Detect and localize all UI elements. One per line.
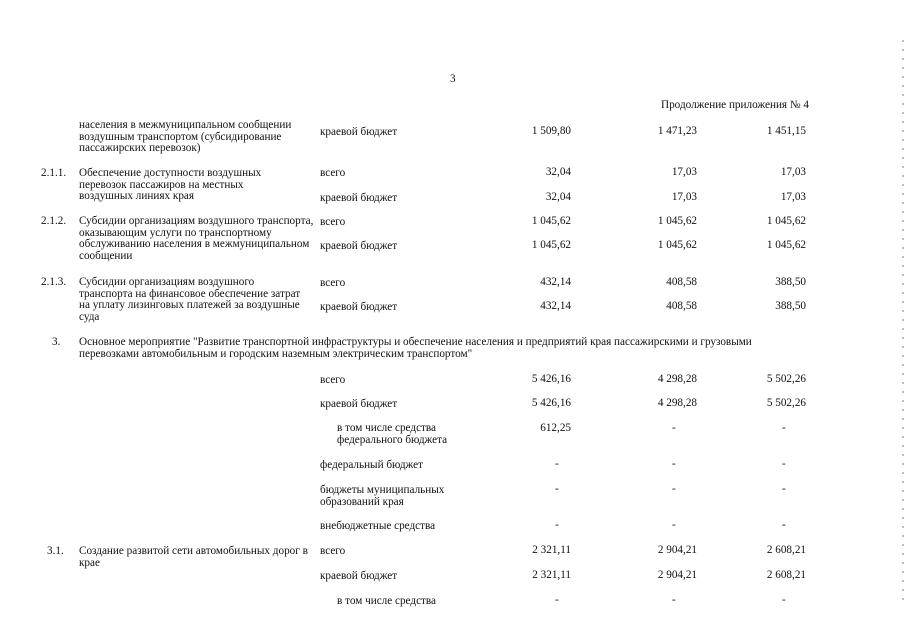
value-cell: 17,03	[780, 191, 806, 203]
funding-source: внебюджетные средства	[320, 520, 436, 532]
value-cell: 17,03	[671, 166, 697, 178]
value-cell: 2 321,11	[532, 544, 571, 556]
funding-source: всего	[320, 374, 346, 386]
row-description: Основное мероприятие "Развитие транспортной инфраструктуры и обеспечение населения и предприятий края пассажирскими и грузовыми перевозками автомобильным и городским наземным электрическим транспортом"	[79, 336, 752, 360]
value-cell: 1 045,62	[657, 215, 697, 227]
value-cell: -	[782, 594, 786, 606]
continuation-note: Продолжение приложения № 4	[661, 99, 809, 111]
value-cell: 32,04	[545, 191, 571, 203]
funding-source: краевой бюджет	[320, 570, 398, 582]
row-code: 2.1.1.	[41, 167, 67, 179]
value-cell: 5 426,16	[531, 397, 571, 409]
value-cell: 388,50	[775, 276, 806, 288]
value-cell: 32,04	[545, 166, 571, 178]
funding-source: всего	[320, 545, 346, 557]
value-cell: 432,14	[540, 276, 571, 288]
funding-source: краевой бюджет	[320, 398, 398, 410]
row-code: 2.1.2.	[41, 215, 67, 227]
value-cell: -	[672, 483, 676, 495]
row-code: 2.1.3.	[41, 276, 67, 288]
row-description: Создание развитой сети автомобильных дорог в крае	[79, 545, 308, 569]
value-cell: 17,03	[671, 191, 697, 203]
funding-source: всего	[320, 277, 346, 289]
value-cell: -	[555, 483, 559, 495]
funding-source: краевой бюджет	[320, 192, 398, 204]
value-cell: 1 045,62	[766, 215, 806, 227]
value-cell: 1 509,80	[531, 125, 571, 137]
value-cell: 388,50	[775, 300, 806, 312]
value-cell: 1 045,62	[531, 239, 571, 251]
value-cell: 2 904,21	[657, 569, 697, 581]
value-cell: 1 045,62	[531, 215, 571, 227]
value-cell: 2 608,21	[766, 544, 806, 556]
value-cell: 5 426,16	[531, 373, 571, 385]
value-cell: -	[555, 594, 559, 606]
funding-source: в том числе средства федерального бюджета	[337, 422, 448, 446]
value-cell: 4 298,28	[657, 397, 697, 409]
value-cell: 17,03	[780, 166, 806, 178]
value-cell: -	[672, 519, 676, 531]
value-cell: 612,25	[540, 422, 571, 434]
value-cell: 1 471,23	[657, 125, 697, 137]
value-cell: 5 502,26	[766, 397, 806, 409]
value-cell: -	[782, 483, 786, 495]
value-cell: 1 451,15	[766, 125, 806, 137]
row-code: 3.1.	[47, 545, 64, 557]
row-description: Обеспечение доступности воздушных перевозок пассажиров на местных воздушных линиях края	[79, 167, 262, 203]
value-cell: -	[555, 458, 559, 470]
page-number: 3	[450, 73, 456, 85]
value-cell: 2 321,11	[532, 569, 571, 581]
value-cell: -	[782, 458, 786, 470]
funding-source: всего	[320, 167, 346, 179]
funding-source: федеральный бюджет	[320, 459, 423, 471]
value-cell: -	[782, 519, 786, 531]
funding-source: в том числе средства	[337, 595, 437, 607]
value-cell: -	[782, 422, 786, 434]
value-cell: 432,14	[540, 300, 571, 312]
value-cell: 2 904,21	[657, 544, 697, 556]
value-cell: -	[672, 458, 676, 470]
funding-source: краевой бюджет	[320, 126, 398, 138]
value-cell: 408,58	[666, 276, 697, 288]
value-cell: 4 298,28	[657, 373, 697, 385]
value-cell: 408,58	[666, 300, 697, 312]
funding-source: всего	[320, 216, 346, 228]
funding-source: бюджеты муниципальных образований края	[320, 484, 445, 508]
value-cell: -	[555, 519, 559, 531]
value-cell: 1 045,62	[766, 239, 806, 251]
value-cell: 1 045,62	[657, 239, 697, 251]
row-description: Субсидии организациям воздушного транспорта на финансовое обеспечение затрат на уплату лизинговых платежей за воздушные суда	[79, 276, 301, 323]
value-cell: -	[672, 594, 676, 606]
row-description: Субсидии организациям воздушного транспорта, оказывающим услуги по транспортному обслуживанию населения в межмуниципальном сообщении	[79, 215, 314, 262]
value-cell: 5 502,26	[766, 373, 806, 385]
value-cell: 2 608,21	[766, 569, 806, 581]
value-cell: -	[672, 422, 676, 434]
row-code: 3.	[52, 336, 61, 348]
row-description: населения в межмуниципальном сообщении воздушным транспортом (субсидирование пассажирских перевозок)	[79, 119, 292, 155]
scan-edge-mark	[902, 40, 904, 600]
funding-source: краевой бюджет	[320, 301, 398, 313]
funding-source: краевой бюджет	[320, 240, 398, 252]
